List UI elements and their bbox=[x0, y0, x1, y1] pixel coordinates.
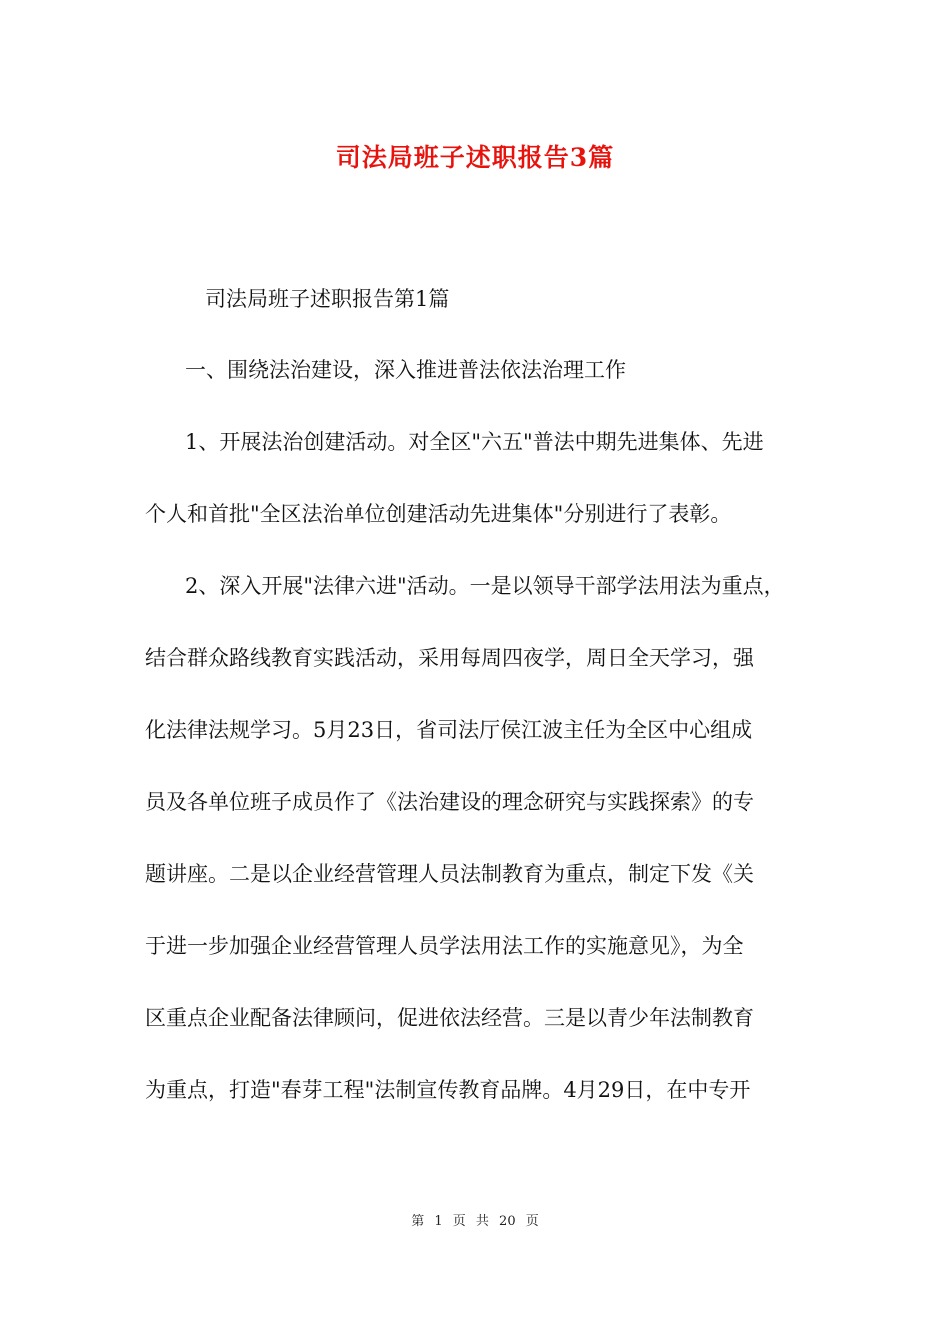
body-line: 为重点，打造"春芽工程"法制宣传教育品牌。4月29日，在中专开 bbox=[145, 1078, 751, 1102]
body-line: 题讲座。二是以企业经营管理人员法制教育为重点，制定下发《关 bbox=[145, 862, 754, 886]
page-number-footer: 第 1 页 共 20 页 bbox=[411, 1214, 539, 1229]
section-heading: 一、围绕法治建设，深入推进普法依法治理工作 bbox=[185, 358, 626, 382]
body-line: 1、开展法治创建活动。对全区"六五"普法中期先进集体、先进 bbox=[185, 430, 764, 454]
body-line: 结合群众路线教育实践活动，采用每周四夜学，周日全天学习，强 bbox=[145, 646, 754, 670]
body-line: 2、深入开展"法律六进"活动。一是以领导干部学法用法为重点， bbox=[185, 574, 785, 598]
body-line: 区重点企业配备法律顾问，促进依法经营。三是以青少年法制教育 bbox=[145, 1006, 754, 1030]
body-line: 化法律法规学习。5月23日，省司法厅侯江波主任为全区中心组成 bbox=[145, 718, 753, 742]
body-line: 员及各单位班子成员作了《法治建设的理念研究与实践探索》的专 bbox=[145, 790, 754, 814]
body-line: 于进一步加强企业经营管理人员学法用法工作的实施意见》，为全 bbox=[145, 934, 744, 958]
report-subheading: 司法局班子述职报告第1篇 bbox=[205, 287, 450, 311]
document-title: 司法局班子述职报告3篇 bbox=[335, 143, 615, 172]
body-line: 个人和首批"全区法治单位创建活动先进集体"分别进行了表彰。 bbox=[145, 502, 732, 526]
